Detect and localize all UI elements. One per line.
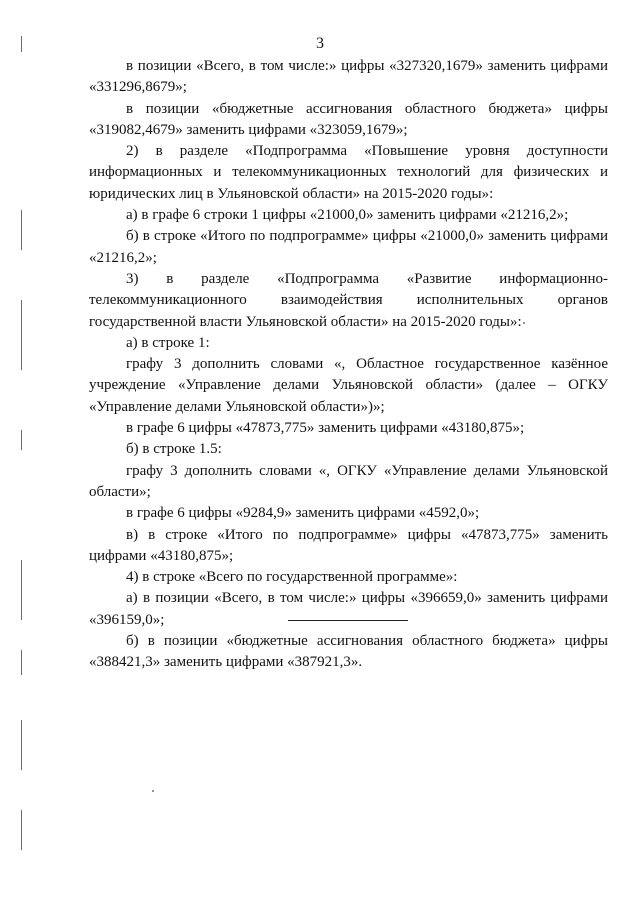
paragraph: 4) в строке «Всего по государственной программе»: [126, 569, 458, 586]
paragraph: в графе 6 цифры «9284,9» заменить цифрами «4592,0»; [126, 505, 480, 522]
paragraph: 3) в разделе «Подпрограмма «Развитие информационно-телекоммуникационного взаимодействия исполнительных органов государственной власти Ульяновской области» на 2015-2020 годы»: [89, 270, 608, 330]
paragraph: б) в строке 1.5: [126, 441, 222, 458]
scan-speck [523, 322, 525, 324]
document-body [89, 56, 608, 674]
scan-margin-line [21, 560, 22, 620]
paragraph: а) в позиции «Всего, в том числе:» цифры «396659,0» заменить цифрами «396159,0»; [89, 590, 608, 628]
end-separator-line [288, 620, 408, 621]
paragraph: в позиции «бюджетные ассигнования областного бюджета» цифры «319082,4679» заменить цифрами «323059,1679»; [89, 100, 608, 138]
paragraph: в) в строке «Итого по подпрограмме» цифры «47873,775» заменить цифрами «43180,875»; [89, 526, 608, 564]
paragraph: в позиции «Всего, в том числе:» цифры «327320,1679» заменить цифрами «331296,8679»; [89, 58, 608, 96]
page-number: 3 [316, 35, 324, 52]
scan-speck [152, 790, 154, 792]
paragraph: графу 3 дополнить словами «, ОГКУ «Управление делами Ульяновской области»; [89, 462, 608, 500]
scan-margin-line [21, 720, 22, 770]
paragraph: в графе 6 цифры «47873,775» заменить цифрами «43180,875»; [126, 420, 525, 437]
paragraph: б) в позиции «бюджетные ассигнования областного бюджета» цифры «388421,3» заменить цифрами «387921,3». [89, 633, 608, 671]
scan-margin-line [21, 300, 22, 370]
paragraph: б) в строке «Итого по подпрограмме» цифры «21000,0» заменить цифрами «21216,2»; [89, 228, 608, 266]
paragraph: 2) в разделе «Подпрограмма «Повышение уровня доступности информационных и телекоммуникационных технологий для физических и юридических лиц в Ульяновской области» на 2015-2020 годы»: [89, 143, 608, 202]
scan-margin-line [21, 210, 22, 250]
paragraph: а) в графе 6 строки 1 цифры «21000,0» заменить цифрами «21216,2»; [126, 207, 569, 224]
scan-margin-line [21, 810, 22, 850]
paragraph: а) в строке 1: [126, 334, 210, 351]
scan-margin-line [21, 430, 22, 450]
paragraph: графу 3 дополнить словами «, Областное государственное казённое учреждение «Управление делами Ульяновской области» (далее – ОГКУ «Управление делами Ульяновской области»)»; [89, 356, 608, 415]
scan-margin-line [21, 650, 22, 675]
